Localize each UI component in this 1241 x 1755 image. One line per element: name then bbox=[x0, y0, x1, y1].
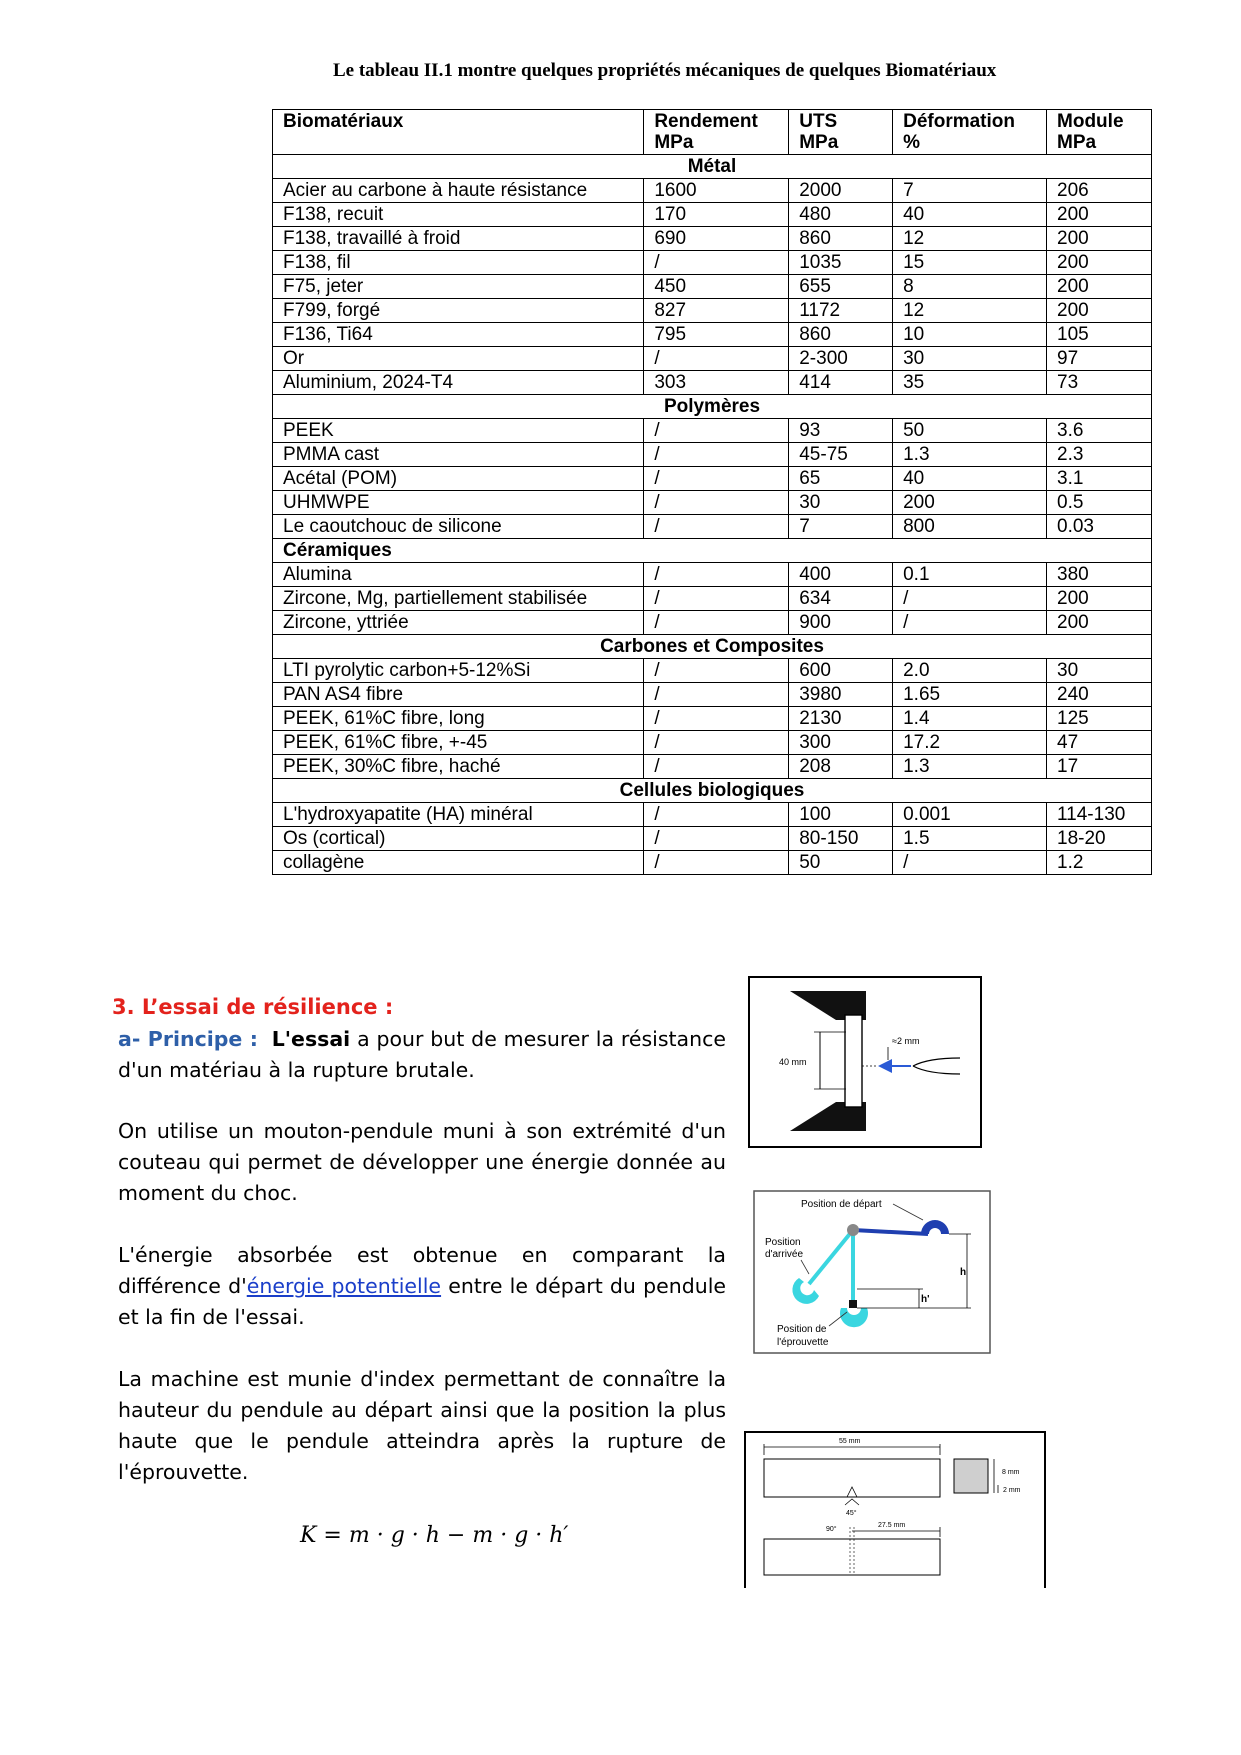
value-cell: 30 bbox=[1047, 659, 1152, 683]
table-row bbox=[273, 323, 1152, 347]
value-cell: 303 bbox=[644, 371, 789, 395]
value-cell: 860 bbox=[789, 323, 893, 347]
header-row bbox=[273, 110, 1152, 155]
column-header-line: Rendement bbox=[654, 111, 758, 132]
value-cell: 200 bbox=[1047, 227, 1152, 251]
value-cell: 18-20 bbox=[1047, 827, 1152, 851]
value-cell: 7 bbox=[893, 179, 1047, 203]
material-name-cell: Zircone, Mg, partiellement stabilisée bbox=[273, 587, 644, 611]
value-cell: 170 bbox=[644, 203, 789, 227]
value-cell: / bbox=[644, 851, 789, 875]
value-cell: 30 bbox=[893, 347, 1047, 371]
column-header bbox=[789, 110, 893, 155]
table-row bbox=[273, 659, 1152, 683]
value-cell: 450 bbox=[644, 275, 789, 299]
table-row bbox=[273, 827, 1152, 851]
value-cell: / bbox=[644, 515, 789, 539]
table-row bbox=[273, 419, 1152, 443]
column-header bbox=[273, 110, 644, 155]
table-row bbox=[273, 563, 1152, 587]
value-cell: / bbox=[644, 827, 789, 851]
material-name-cell: PEEK bbox=[273, 419, 644, 443]
table-row bbox=[273, 347, 1152, 371]
value-cell: 1035 bbox=[789, 251, 893, 275]
table-row bbox=[273, 683, 1152, 707]
value-cell: 73 bbox=[1047, 371, 1152, 395]
value-cell: 1.2 bbox=[1047, 851, 1152, 875]
energie-text-after: entre le départ du pendule et la fin de l'essai. bbox=[118, 1274, 727, 1329]
principe-label: a- Principe : bbox=[118, 1027, 258, 1051]
figure2-hprime-label: h' bbox=[921, 1294, 930, 1305]
value-cell: 1172 bbox=[789, 299, 893, 323]
value-cell: 114-130 bbox=[1047, 803, 1152, 827]
value-cell: 2.0 bbox=[893, 659, 1047, 683]
value-cell: 1600 bbox=[644, 179, 789, 203]
table-row bbox=[273, 803, 1152, 827]
table-row bbox=[273, 707, 1152, 731]
figure2-specimen-label-1: Position de bbox=[777, 1324, 827, 1335]
column-header-line: Module bbox=[1057, 111, 1124, 132]
column-header-line: MPa bbox=[1057, 132, 1097, 153]
value-cell: 40 bbox=[893, 203, 1047, 227]
value-cell: 206 bbox=[1047, 179, 1152, 203]
value-cell: 400 bbox=[789, 563, 893, 587]
figure2-arrival-label-2: d'arrivée bbox=[765, 1249, 804, 1260]
value-cell: 795 bbox=[644, 323, 789, 347]
table-row bbox=[273, 731, 1152, 755]
group-row bbox=[273, 539, 1152, 563]
value-cell: 200 bbox=[1047, 275, 1152, 299]
material-name-cell: Alumina bbox=[273, 563, 644, 587]
table-row bbox=[273, 515, 1152, 539]
value-cell: 1.3 bbox=[893, 443, 1047, 467]
figure2-specimen-label-2: l'éprouvette bbox=[777, 1337, 829, 1348]
material-name-cell: F75, jeter bbox=[273, 275, 644, 299]
value-cell: 240 bbox=[1047, 683, 1152, 707]
table-row bbox=[273, 851, 1152, 875]
value-cell: 800 bbox=[893, 515, 1047, 539]
value-cell: 300 bbox=[789, 731, 893, 755]
value-cell: 860 bbox=[789, 227, 893, 251]
value-cell: 1.3 bbox=[893, 755, 1047, 779]
value-cell: / bbox=[893, 587, 1047, 611]
value-cell: 380 bbox=[1047, 563, 1152, 587]
value-cell: / bbox=[644, 347, 789, 371]
material-name-cell: PMMA cast bbox=[273, 443, 644, 467]
figure3-length-label: 55 mm bbox=[839, 1438, 861, 1445]
value-cell: 7 bbox=[789, 515, 893, 539]
group-row bbox=[273, 155, 1152, 179]
value-cell: 3980 bbox=[789, 683, 893, 707]
material-name-cell: PAN AS4 fibre bbox=[273, 683, 644, 707]
value-cell: 0.1 bbox=[893, 563, 1047, 587]
value-cell: 45-75 bbox=[789, 443, 893, 467]
figure2-arrival-label-1: Position bbox=[765, 1237, 801, 1248]
value-cell: 1.4 bbox=[893, 707, 1047, 731]
material-name-cell: collagène bbox=[273, 851, 644, 875]
value-cell: 200 bbox=[893, 491, 1047, 515]
value-cell: / bbox=[644, 611, 789, 635]
figure3-right-angle-label: 90° bbox=[826, 1526, 837, 1533]
value-cell: 655 bbox=[789, 275, 893, 299]
table-body bbox=[273, 155, 1152, 875]
table-row bbox=[273, 755, 1152, 779]
material-name-cell: PEEK, 61%C fibre, long bbox=[273, 707, 644, 731]
value-cell: 900 bbox=[789, 611, 893, 635]
material-name-cell: Acier au carbone à haute résistance bbox=[273, 179, 644, 203]
table-row bbox=[273, 611, 1152, 635]
resilience-formula: K = m · g · h − m · g · h′ bbox=[300, 1523, 569, 1548]
material-name-cell: F799, forgé bbox=[273, 299, 644, 323]
value-cell: 8 bbox=[893, 275, 1047, 299]
column-header-line: Déformation bbox=[903, 111, 1015, 132]
table-row bbox=[273, 179, 1152, 203]
value-cell: / bbox=[644, 491, 789, 515]
value-cell: / bbox=[644, 467, 789, 491]
group-row bbox=[273, 779, 1152, 803]
table-row bbox=[273, 227, 1152, 251]
value-cell: 17 bbox=[1047, 755, 1152, 779]
column-header-line: Biomatériaux bbox=[283, 111, 404, 132]
column-header-line: MPa bbox=[799, 132, 839, 153]
value-cell: 3.1 bbox=[1047, 467, 1152, 491]
column-header-line: MPa bbox=[654, 132, 694, 153]
value-cell: 50 bbox=[893, 419, 1047, 443]
value-cell: 690 bbox=[644, 227, 789, 251]
table-row bbox=[273, 491, 1152, 515]
energie-potentielle-link[interactable]: énergie potentielle bbox=[246, 1274, 442, 1298]
value-cell: 65 bbox=[789, 467, 893, 491]
value-cell: 0.5 bbox=[1047, 491, 1152, 515]
material-name-cell: Le caoutchouc de silicone bbox=[273, 515, 644, 539]
value-cell: 200 bbox=[1047, 251, 1152, 275]
value-cell: 50 bbox=[789, 851, 893, 875]
value-cell: / bbox=[644, 707, 789, 731]
group-title: Céramiques bbox=[273, 539, 1152, 563]
paragraph-mouton: On utilise un mouton-pendule muni à son extrémité d'un couteau qui permet de développer une énergie donnée au moment du choc. bbox=[118, 1119, 726, 1205]
figure3-notch-angle-label: 45° bbox=[846, 1510, 857, 1517]
value-cell: 97 bbox=[1047, 347, 1152, 371]
biomaterials-table bbox=[272, 109, 1152, 875]
value-cell: 200 bbox=[1047, 203, 1152, 227]
value-cell: 634 bbox=[789, 587, 893, 611]
material-name-cell: F138, recuit bbox=[273, 203, 644, 227]
figure3-height-label: 8 mm bbox=[1002, 1469, 1020, 1476]
value-cell: / bbox=[644, 803, 789, 827]
table-row bbox=[273, 467, 1152, 491]
material-name-cell: L'hydroxyapatite (HA) minéral bbox=[273, 803, 644, 827]
value-cell: / bbox=[644, 755, 789, 779]
paragraph-principe bbox=[118, 1024, 726, 1086]
paragraph-energie bbox=[118, 1240, 726, 1333]
table-row bbox=[273, 443, 1152, 467]
figure2-start-label: Position de départ bbox=[801, 1199, 882, 1210]
table-row bbox=[273, 275, 1152, 299]
value-cell: 208 bbox=[789, 755, 893, 779]
value-cell: 2.3 bbox=[1047, 443, 1152, 467]
value-cell: 12 bbox=[893, 227, 1047, 251]
value-cell: / bbox=[893, 851, 1047, 875]
value-cell: 93 bbox=[789, 419, 893, 443]
group-row bbox=[273, 395, 1152, 419]
group-row bbox=[273, 635, 1152, 659]
value-cell: 1.65 bbox=[893, 683, 1047, 707]
figure-pendulum bbox=[753, 1190, 991, 1359]
value-cell: / bbox=[893, 611, 1047, 635]
value-cell: 200 bbox=[1047, 611, 1152, 635]
column-header bbox=[644, 110, 789, 155]
value-cell: / bbox=[644, 659, 789, 683]
value-cell: 30 bbox=[789, 491, 893, 515]
material-name-cell: LTI pyrolytic carbon+5-12%Si bbox=[273, 659, 644, 683]
material-name-cell: Zircone, yttriée bbox=[273, 611, 644, 635]
value-cell: 2-300 bbox=[789, 347, 893, 371]
value-cell: / bbox=[644, 419, 789, 443]
material-name-cell: F136, Ti64 bbox=[273, 323, 644, 347]
table-row bbox=[273, 587, 1152, 611]
value-cell: 125 bbox=[1047, 707, 1152, 731]
table-row bbox=[273, 299, 1152, 323]
value-cell: / bbox=[644, 251, 789, 275]
value-cell: 200 bbox=[1047, 587, 1152, 611]
figure-specimen-support bbox=[748, 976, 982, 1153]
value-cell: / bbox=[644, 563, 789, 587]
principe-text: a pour but de mesurer la résistance d'un matériau à la rupture brutale. bbox=[118, 1027, 726, 1082]
value-cell: 40 bbox=[893, 467, 1047, 491]
value-cell: 0.03 bbox=[1047, 515, 1152, 539]
value-cell: 1.5 bbox=[893, 827, 1047, 851]
essai-bold: L'essai bbox=[271, 1027, 351, 1051]
value-cell: 17.2 bbox=[893, 731, 1047, 755]
value-cell: 12 bbox=[893, 299, 1047, 323]
material-name-cell: Os (cortical) bbox=[273, 827, 644, 851]
table-caption: Le tableau II.1 montre quelques propriétés mécaniques de quelques Biomatériaux bbox=[333, 60, 997, 81]
energie-text-before: L'énergie absorbée est obtenue en comparant la différence d' bbox=[118, 1243, 726, 1298]
value-cell: 600 bbox=[789, 659, 893, 683]
figure1-dim-label: 40 mm bbox=[779, 1057, 807, 1067]
value-cell: 15 bbox=[893, 251, 1047, 275]
table-row bbox=[273, 251, 1152, 275]
material-name-cell: UHMWPE bbox=[273, 491, 644, 515]
column-header bbox=[1047, 110, 1152, 155]
value-cell: / bbox=[644, 683, 789, 707]
value-cell: 80-150 bbox=[789, 827, 893, 851]
value-cell: / bbox=[644, 731, 789, 755]
figure2-h-label: h bbox=[960, 1267, 967, 1278]
material-name-cell: Or bbox=[273, 347, 644, 371]
value-cell: 480 bbox=[789, 203, 893, 227]
material-name-cell: PEEK, 30%C fibre, haché bbox=[273, 755, 644, 779]
group-title: Carbones et Composites bbox=[273, 635, 1152, 659]
figure-charpy-specimen bbox=[744, 1431, 1046, 1593]
value-cell: 105 bbox=[1047, 323, 1152, 347]
figure3-notch-depth-label: 2 mm bbox=[1003, 1487, 1021, 1494]
column-header-line: % bbox=[903, 132, 920, 153]
value-cell: 414 bbox=[789, 371, 893, 395]
material-name-cell: F138, fil bbox=[273, 251, 644, 275]
group-title: Métal bbox=[273, 155, 1152, 179]
value-cell: / bbox=[644, 587, 789, 611]
figure1-gap-label: ≈2 mm bbox=[892, 1036, 920, 1046]
value-cell: 2130 bbox=[789, 707, 893, 731]
table-row bbox=[273, 371, 1152, 395]
column-header bbox=[893, 110, 1047, 155]
table-header bbox=[273, 110, 1152, 155]
paragraph-index: La machine est munie d'index permettant de connaître la hauteur du pendule au départ ainsi que la position la plus haute que le pendule atteindra après la rupture de l'éprouvette. bbox=[118, 1367, 726, 1484]
value-cell: 47 bbox=[1047, 731, 1152, 755]
group-title: Cellules biologiques bbox=[273, 779, 1152, 803]
figure3-half-length-label: 27.5 mm bbox=[878, 1522, 906, 1529]
value-cell: 827 bbox=[644, 299, 789, 323]
value-cell: 35 bbox=[893, 371, 1047, 395]
value-cell: 10 bbox=[893, 323, 1047, 347]
material-name-cell: Acétal (POM) bbox=[273, 467, 644, 491]
material-name-cell: F138, travaillé à froid bbox=[273, 227, 644, 251]
value-cell: 2000 bbox=[789, 179, 893, 203]
group-title: Polymères bbox=[273, 395, 1152, 419]
column-header-line: UTS bbox=[799, 111, 838, 132]
section-title: 3. L’essai de résilience : bbox=[112, 995, 394, 1019]
material-name-cell: PEEK, 61%C fibre, +-45 bbox=[273, 731, 644, 755]
value-cell: 100 bbox=[789, 803, 893, 827]
value-cell: 3.6 bbox=[1047, 419, 1152, 443]
value-cell: 0.001 bbox=[893, 803, 1047, 827]
value-cell: / bbox=[644, 443, 789, 467]
value-cell: 200 bbox=[1047, 299, 1152, 323]
material-name-cell: Aluminium, 2024-T4 bbox=[273, 371, 644, 395]
table-row bbox=[273, 203, 1152, 227]
